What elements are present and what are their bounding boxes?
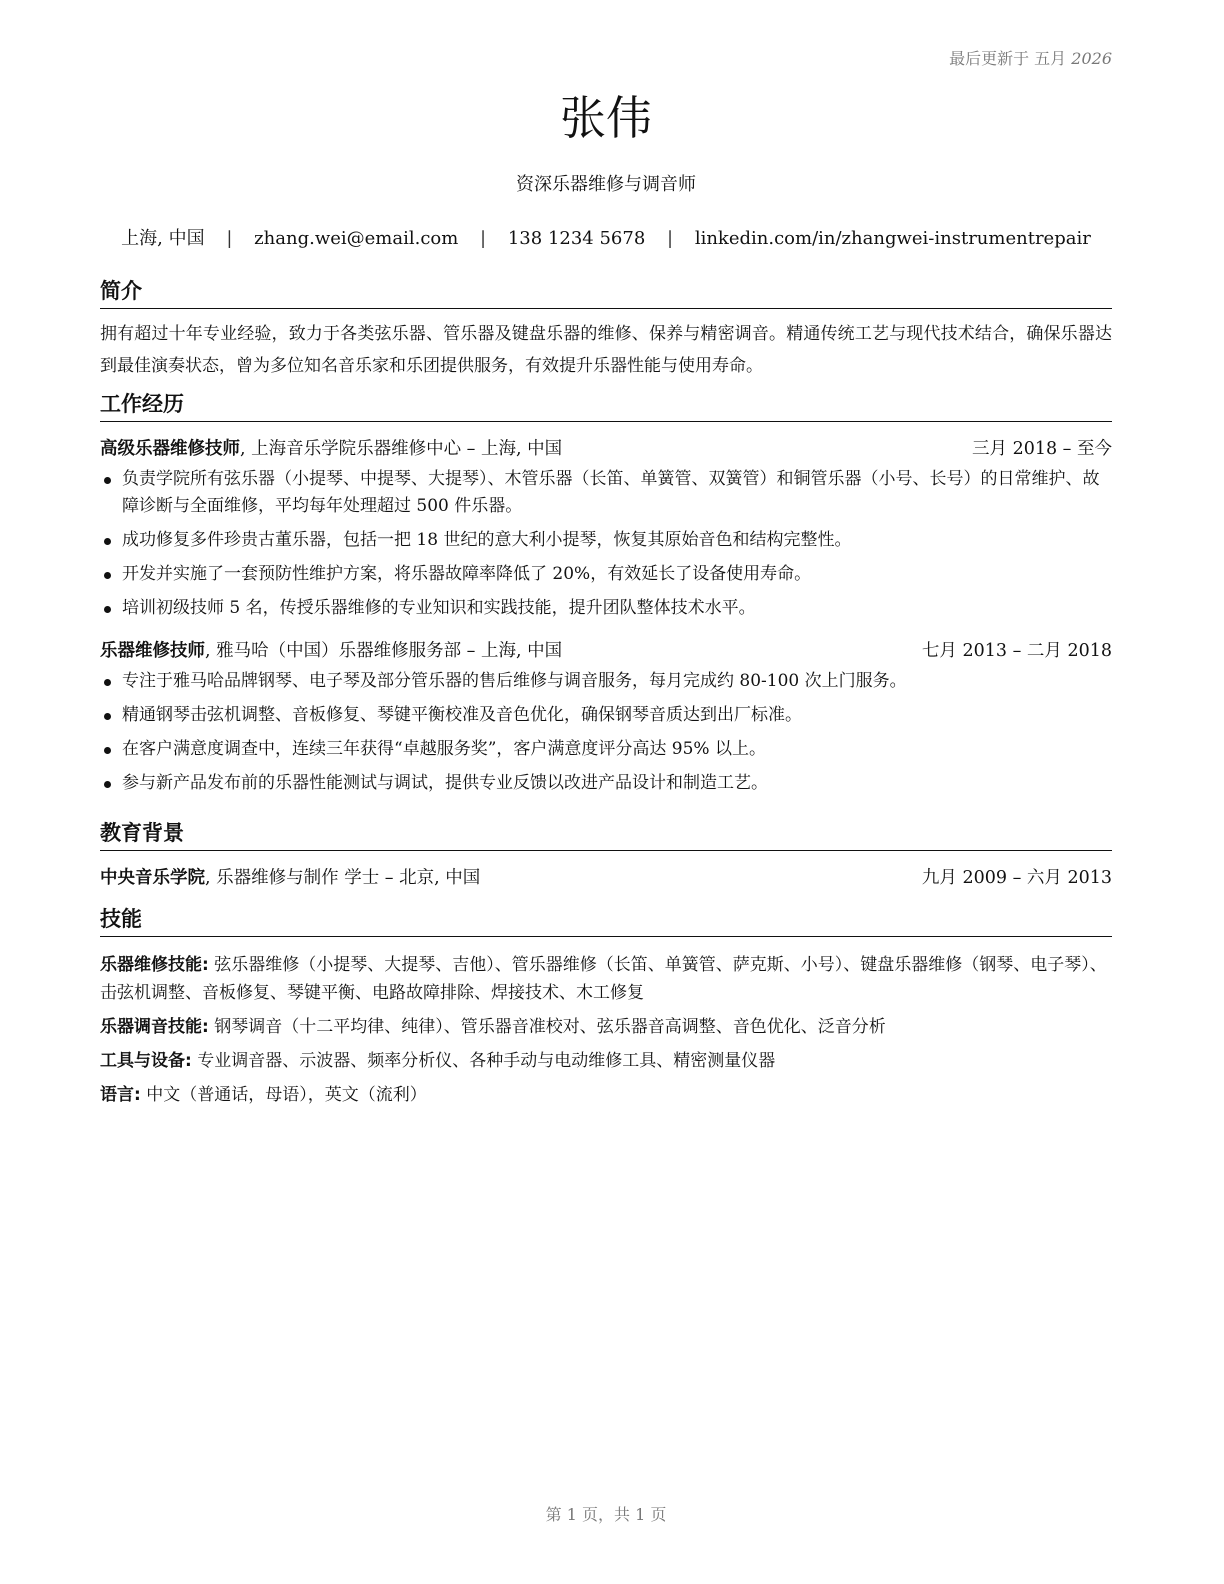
list-item: 参与新产品发布前的乐器性能测试与调试，提供专业反馈以改进产品设计和制造工艺。 <box>100 770 1112 797</box>
job-entry <box>100 636 1112 797</box>
school-name: 中央音乐学院 <box>100 868 205 888</box>
job-title-line <box>100 434 562 464</box>
skill-row <box>100 1047 1112 1075</box>
skill-label: 语言: <box>100 1085 141 1105</box>
headline: 资深乐器维修与调音师 <box>516 174 696 195</box>
separator: | <box>226 228 233 249</box>
section-title-skills: 技能 <box>100 904 1112 937</box>
list-item: 精通钢琴击弦机调整、音板修复、琴键平衡校准及音色优化，确保钢琴音质达到出厂标准。 <box>100 702 1112 729</box>
skill-label: 乐器调音技能: <box>100 1017 209 1037</box>
summary-text: 拥有超过十年专业经验，致力于各类弦乐器、管乐器及键盘乐器的维修、保养与精密调音。精通传统工艺与现代技术结合，确保乐器达到最佳演奏状态，曾为多位知名音乐家和乐团提供服务，有效提升乐器性能与使用寿命。 <box>100 324 1112 376</box>
education-section <box>100 818 1112 893</box>
list-item: 成功修复多件珍贵古董乐器，包括一把 18 世纪的意大利小提琴，恢复其原始音色和结构完整性。 <box>100 527 1112 554</box>
skill-value: 弦乐器维修（小提琴、大提琴、吉他）、管乐器维修（长笛、单簧管、萨克斯、小号）、键盘乐器维修（钢琴、电子琴）、击弦机调整、音板修复、琴键平衡、电路故障排除、焊接技术、木工修复 <box>100 955 1107 1003</box>
resume-page <box>100 0 1112 1584</box>
education-dates: 九月 2009 – 六月 2013 <box>921 868 1112 888</box>
summary-section <box>100 276 1112 382</box>
skill-row <box>100 1013 1112 1041</box>
job-bullets <box>100 466 1112 622</box>
job-dates: 七月 2013 – 二月 2018 <box>921 641 1112 661</box>
last-updated <box>949 46 1112 69</box>
contact-line <box>100 224 1112 250</box>
separator: | <box>480 228 487 249</box>
job-role: 乐器维修技师 <box>100 641 205 661</box>
list-item: 开发并实施了一套预防性维护方案，将乐器故障率降低了 20%，有效延长了设备使用寿命。 <box>100 561 1112 588</box>
linkedin-link[interactable]: linkedin.com/in/zhangwei-instrumentrepair <box>694 228 1091 249</box>
section-title-experience: 工作经历 <box>100 389 1112 422</box>
job-header <box>100 636 1112 666</box>
skill-value: 中文（普通话，母语），英文（流利） <box>140 1085 427 1105</box>
separator: | <box>667 228 674 249</box>
education-detail: , 乐器维修与制作 学士 – 北京, 中国 <box>205 868 481 888</box>
skill-value: 钢琴调音（十二平均律、纯律）、管乐器音准校对、弦乐器音高调整、音色优化、泛音分析 <box>208 1017 886 1037</box>
job-role: 高级乐器维修技师 <box>100 439 240 459</box>
section-title-summary: 简介 <box>100 276 1112 309</box>
page-footer: 第 1 页，共 1 页 <box>545 1505 667 1524</box>
experience-section <box>100 389 1112 804</box>
list-item: 培训初级技师 5 名，传授乐器维修的专业知识和实践技能，提升团队整体技术水平。 <box>100 595 1112 622</box>
job-header <box>100 434 1112 464</box>
job-title-line <box>100 636 562 666</box>
list-item: 在客户满意度调查中，连续三年获得“卓越服务奖”，客户满意度评分高达 95% 以上。 <box>100 736 1112 763</box>
skill-row <box>100 951 1112 1007</box>
last-updated-label: 最后更新于 <box>949 49 1030 68</box>
skill-value: 专业调音器、示波器、频率分析仪、各种手动与电动维修工具、精密测量仪器 <box>191 1051 776 1071</box>
candidate-name: 张伟 <box>560 91 652 145</box>
job-org: , 上海音乐学院乐器维修中心 – 上海, 中国 <box>240 439 563 459</box>
list-item: 负责学院所有弦乐器（小提琴、中提琴、大提琴）、木管乐器（长笛、单簧管、双簧管）和铜管乐器（小号、长号）的日常维护、故障诊断与全面维修，平均每年处理超过 500 件乐器。 <box>100 466 1112 520</box>
last-updated-year: 2026 <box>1071 49 1112 68</box>
skills-section <box>100 904 1112 1115</box>
education-title-line <box>100 863 480 893</box>
job-entry <box>100 434 1112 622</box>
location: 上海, 中国 <box>121 228 205 249</box>
section-title-education: 教育背景 <box>100 818 1112 851</box>
education-entry <box>100 863 1112 893</box>
list-item: 专注于雅马哈品牌钢琴、电子琴及部分管乐器的售后维修与调音服务，每月完成约 80-100 次上门服务。 <box>100 668 1112 695</box>
job-bullets <box>100 668 1112 797</box>
skill-label: 工具与设备: <box>100 1051 192 1071</box>
email-link[interactable]: zhang.wei@email.com <box>254 228 459 249</box>
skill-label: 乐器维修技能: <box>100 955 209 975</box>
skills-list <box>100 951 1112 1109</box>
skill-row <box>100 1081 1112 1109</box>
job-org: , 雅马哈（中国）乐器维修服务部 – 上海, 中国 <box>205 641 563 661</box>
phone: 138 1234 5678 <box>507 228 646 249</box>
job-dates: 三月 2018 – 至今 <box>972 439 1112 459</box>
last-updated-month: 五月 <box>1034 49 1067 68</box>
